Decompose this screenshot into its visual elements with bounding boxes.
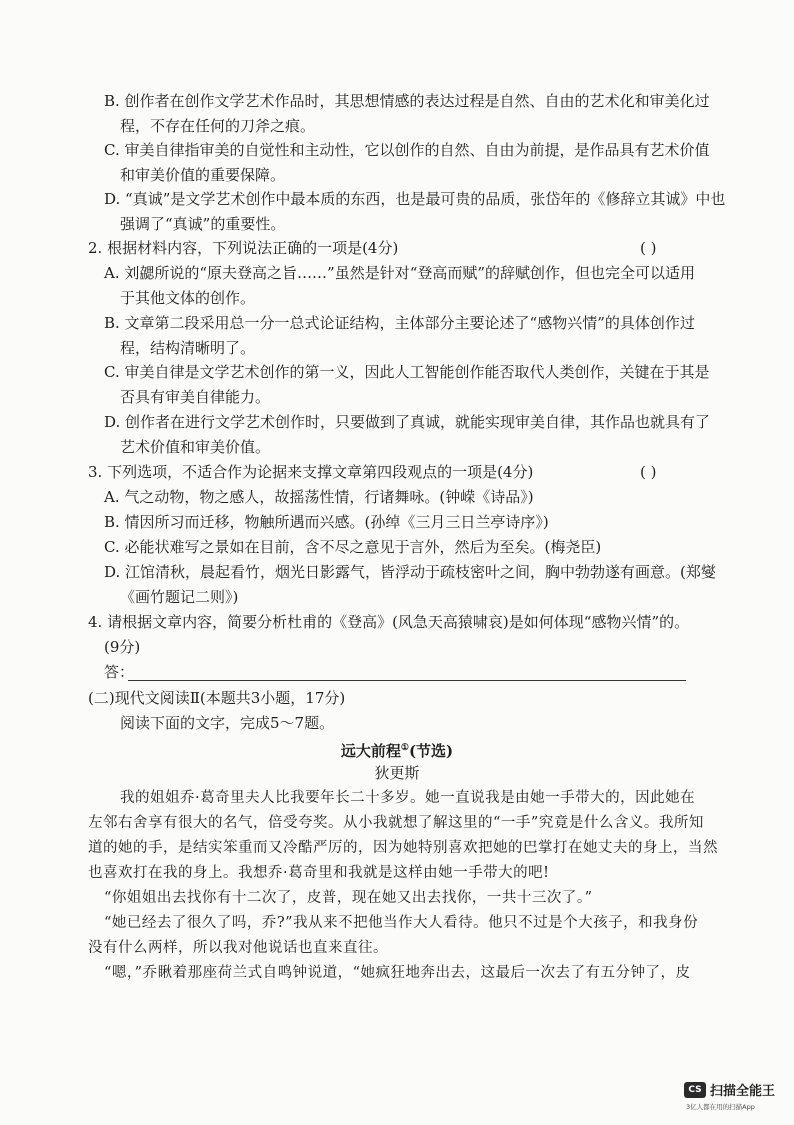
- q3-option-a: A. 气之动物，物之感人，故摇荡性情，行诸舞咏。(钟嵘《诗品》): [104, 488, 534, 506]
- q1-option-b-line2: 程，不存在任何的刀斧之痕。: [120, 117, 316, 135]
- q2-option-c-line2: 否具有审美自律能力。: [120, 388, 271, 406]
- q4-stem: 4. 请根据文章内容，简要分析杜甫的《登高》(风急天高猿啸哀)是如何体现“感物兴情”的。: [88, 613, 690, 631]
- q3-option-d-line1: D. 江馆清秋，晨起看竹，烟光日影露气，皆浮动于疏枝密叶之间，胸中勃勃遂有画意。(郑燮: [104, 563, 716, 581]
- q2-answer-paren: ( ): [640, 239, 657, 257]
- q1-option-d-line2: 强调了“真诚”的重要性。: [120, 215, 286, 233]
- q1-option-b-line1: B. 创作者在创作文学艺术作品时，其思想情感的表达过程是自然、自由的艺术化和审美化过: [104, 92, 710, 110]
- passage-line: 左邻右舍享有很大的名气，倍受夸奖。从小我就想了解这里的“一手”究竟是什么含义。我所知: [88, 815, 704, 831]
- passage-title-suffix: (节选): [408, 742, 454, 760]
- q2-option-a-line1: A. 刘勰所说的“原夫登高之旨……”虽然是针对“登高而赋”的辞赋创作，但也完全可以适用: [104, 264, 696, 282]
- passage-line: 也喜欢打在我的身上。我想乔·葛奇里和我就是这样由她一手带大的吧!: [88, 865, 550, 881]
- scanner-app-tagline: 3亿人都在用的扫描App: [686, 1103, 755, 1111]
- passage-line: “嗯，”乔瞅着那座荷兰式自鸣钟说道，“她疯狂地奔出去，这最后一次去了有五分钟了，皮: [104, 965, 691, 981]
- q2-option-a-line2: 于其他文体的创作。: [120, 289, 256, 307]
- q1-option-d-line1: D. “真诚”是文学艺术创作中最本质的东西，也是最可贵的品质，张岱年的《修辞立其诚》中也: [104, 190, 726, 208]
- q2-option-b-line2: 程，结构清晰明了。: [120, 339, 256, 357]
- q2-option-d-line1: D. 创作者在进行文学艺术创作时，只要做到了真诚，就能实现审美自律，其作品也就具有了: [104, 413, 711, 431]
- passage-line: 我的姐姐乔·葛奇里夫人比我要年长二十多岁。她一直说我是由她一手带大的，因此她在: [120, 790, 696, 806]
- passage-line: 没有什么两样，所以我对他说话也直来直往。: [88, 940, 388, 956]
- q2-option-d-line2: 艺术价值和审美价值。: [120, 438, 271, 456]
- passage-author: 狄更斯: [374, 764, 420, 782]
- q1-option-c-line1: C. 审美自律指审美的自觉性和主动性，它以创作的自然、自由为前提，是作品具有艺术价值: [104, 141, 710, 159]
- q4-points: (9分): [104, 638, 141, 656]
- q2-stem: 2. 根据材料内容，下列说法正确的一项是(4分): [88, 239, 399, 257]
- scanner-app-name: 扫描全能王: [710, 1084, 776, 1099]
- passage-line: “她已经去了很久了吗，乔?”我从来不把他当作大人看待。他只不过是个大孩子，和我身份: [104, 915, 699, 931]
- section2-heading: (二)现代文阅读Ⅱ(本题共3小题，17分): [88, 689, 346, 707]
- passage-line: “你姐姐出去找你有十二次了，皮普，现在她又出去找你，一共十三次了。”: [104, 890, 593, 906]
- q4-answer-line[interactable]: [128, 680, 686, 681]
- passage-line: 道的她的手，是结实笨重而又冷酷严厉的，因为她特别喜欢把她的巴掌打在她丈夫的身上，当然: [88, 840, 718, 856]
- q3-option-b: B. 情因所习而迁移，物触所遇而兴感。(孙绰《三月三日兰亭诗序》): [104, 513, 549, 531]
- q4-answer-label: 答：: [104, 663, 135, 681]
- q1-option-c-line2: 和审美价值的重要保障。: [120, 166, 286, 184]
- q3-stem: 3. 下列选项，不适合作为论据来支撑文章第四段观点的一项是(4分): [88, 463, 534, 481]
- camscanner-logo-icon: CS: [684, 1082, 706, 1098]
- passage-footnote-mark: ①: [400, 743, 409, 753]
- q2-option-c-line1: C. 审美自律是文学艺术创作的第一义，因此人工智能创作能否取代人类创作，关键在于其是: [104, 363, 710, 381]
- q3-answer-paren: ( ): [640, 463, 657, 481]
- q3-option-c: C. 必能状难写之景如在目前，含不尽之意见于言外，然后为至矣。(梅尧臣): [104, 538, 602, 556]
- section2-instruction: 阅读下面的文字，完成5～7题。: [120, 714, 335, 732]
- q2-option-b-line1: B. 文章第二段采用总一分一总式论证结构，主体部分主要论述了“感物兴情”的具体创作过: [104, 314, 695, 332]
- q3-option-d-line2: 《画竹题记二则》): [120, 588, 239, 606]
- passage-title: [0, 738, 794, 761]
- passage-title-text: 远大前程: [340, 742, 401, 760]
